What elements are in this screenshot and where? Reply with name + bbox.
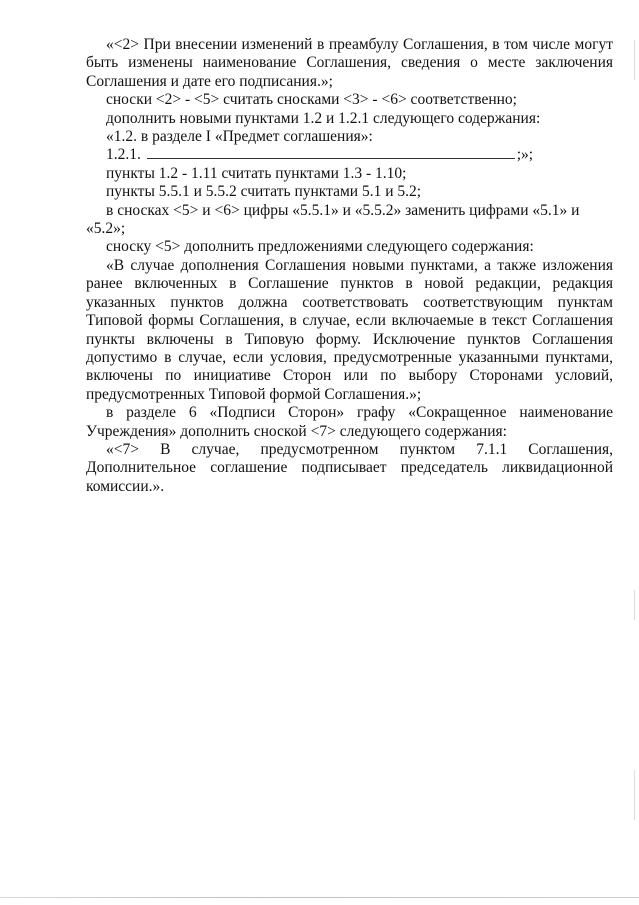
scan-margin-mark (634, 770, 635, 820)
paragraph-renumber-points: пункты 1.2 - 1.11 считать пунктами 1.3 - 1.10; (106, 164, 407, 182)
paragraph-footnote-text: «В случае дополнения Соглашения новыми пунктами, а также изложения ранее включенных в Соглашение пунктов в новой редакции, редакция указанных пунктов должна соответствовать соответствующим пунктам Типовой формы Соглашения, в случае, если включаемые в текст Соглашения пункты включены в Типовую форму. Исключение пунктов Соглашения допустимо в случае, если условия, предусмотренные указанными пунктами, включены по инициативе Сторон или по выбору Сторонами условий, предусмотренных Типовой формой Соглашения.»; (86, 256, 613, 403)
fill-in-line (147, 146, 515, 159)
paragraph-footnote-addition: сноску <5> дополнить предложениями следующего содержания: (106, 238, 534, 256)
paragraph-signatures-section: в разделе 6 «Подписи Сторон» графу «Сокращенное наименование Учреждения» дополнить сноской <7> следующего содержания: (86, 404, 613, 440)
document-body (86, 36, 613, 496)
blank-point-suffix: ;»; (516, 146, 534, 164)
paragraph-add-points: дополнить новыми пунктами 1.2 и 1.2.1 следующего содержания: (106, 109, 541, 127)
paragraph-preamble-footnote: «<2> При внесении изменений в преамбулу Соглашения, в том числе могут быть изменены наименование Соглашения, сведения о месте заключения Соглашения и дате его подписания.»; (86, 36, 613, 90)
scan-margin-mark (634, 40, 635, 80)
scan-bottom-edge (0, 897, 639, 898)
paragraph-renumber-footnotes: сноски <2> - <5> считать сносками <3> - <6> соответственно; (106, 91, 517, 109)
paragraph-replace-digits: в сносках <5> и <6> цифры «5.5.1» и «5.5.2» заменить цифрами «5.1» и «5.2»; (86, 201, 580, 238)
paragraph-footnote-seven: «<7> В случае, предусмотренном пунктом 7.1.1 Соглашения, Дополнительное соглашение подписывает председатель ликвидационной комиссии.». (86, 440, 613, 495)
scan-margin-mark (634, 590, 635, 620)
paragraph-blank-point (86, 146, 613, 164)
blank-point-number: 1.2.1. (106, 146, 141, 164)
paragraph-section-heading: «1.2. в разделе I «Предмет соглашения»: (106, 128, 373, 146)
paragraph-renumber-subpoints: пункты 5.5.1 и 5.5.2 считать пунктами 5.1 и 5.2; (106, 183, 422, 201)
